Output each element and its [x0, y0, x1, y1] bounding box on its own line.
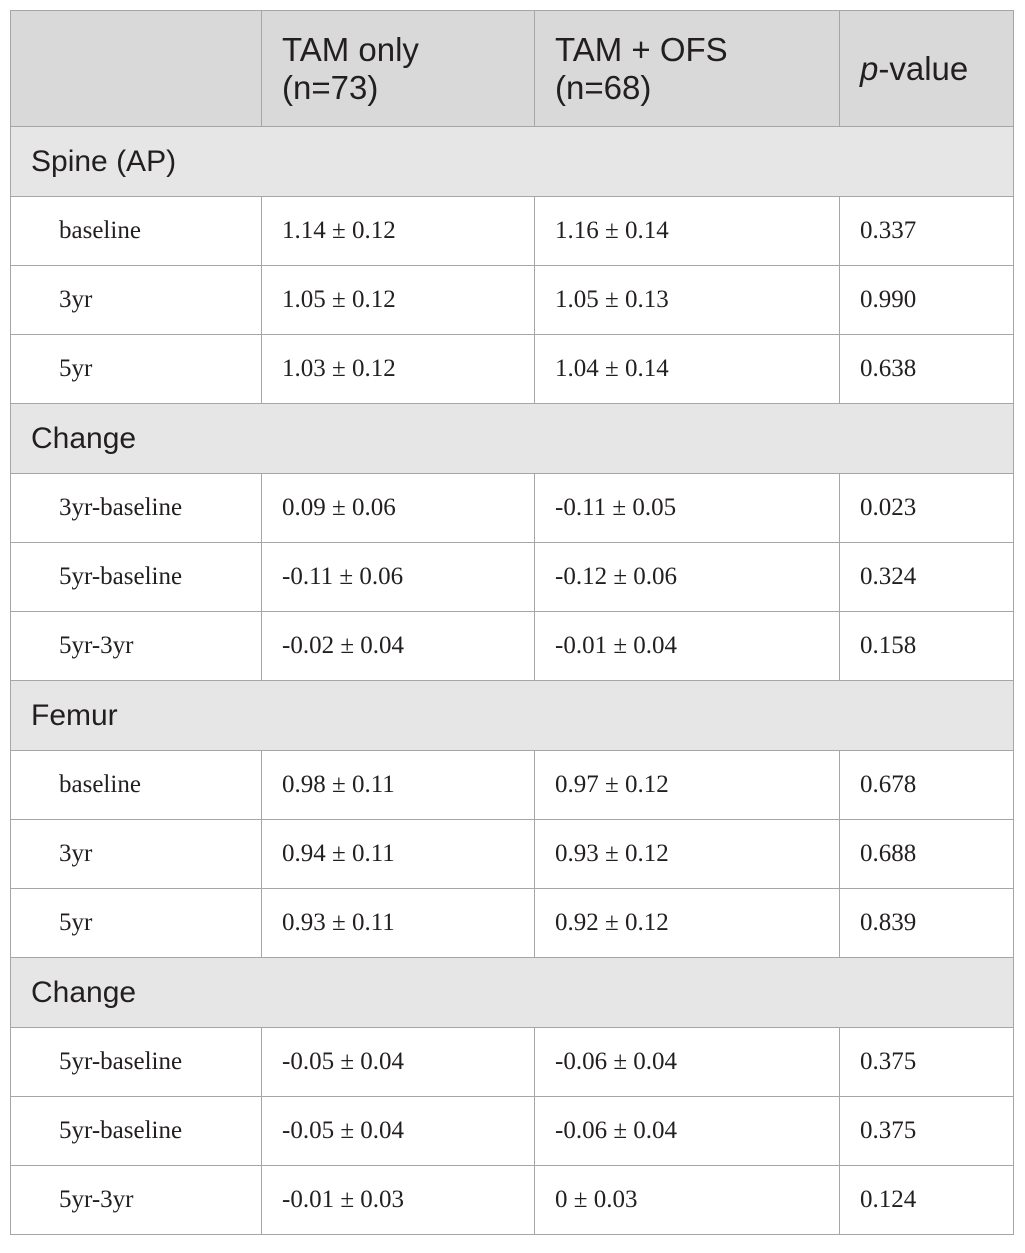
row-label-cell: baseline: [11, 197, 262, 266]
p-value-cell: 0.990: [840, 266, 1014, 335]
tam-ofs-cell: -0.11 ± 0.05: [535, 474, 840, 543]
p-value-cell: 0.678: [840, 751, 1014, 820]
row-label-cell: 5yr-baseline: [11, 1097, 262, 1166]
tam-ofs-cell: 1.04 ± 0.14: [535, 335, 840, 404]
table-row: [11, 1097, 1014, 1166]
p-value-cell: 0.638: [840, 335, 1014, 404]
p-value-cell: 0.375: [840, 1097, 1014, 1166]
tam-only-cell: 1.05 ± 0.12: [262, 266, 535, 335]
row-label-cell: 5yr: [11, 335, 262, 404]
tam-only-cell: -0.11 ± 0.06: [262, 543, 535, 612]
p-value-cell: 0.023: [840, 474, 1014, 543]
header-p-value: [840, 11, 1014, 127]
row-label-cell: 5yr-3yr: [11, 1166, 262, 1235]
section-title: Femur: [11, 681, 1014, 751]
row-label-cell: 5yr-baseline: [11, 1028, 262, 1097]
tam-only-cell: 0.94 ± 0.11: [262, 820, 535, 889]
tam-ofs-cell: -0.06 ± 0.04: [535, 1097, 840, 1166]
header-tam-only-line2: (n=73): [282, 68, 379, 106]
tam-ofs-cell: 0.93 ± 0.12: [535, 820, 840, 889]
p-value-cell: 0.839: [840, 889, 1014, 958]
tam-ofs-cell: -0.12 ± 0.06: [535, 543, 840, 612]
header-tam-ofs: [535, 11, 840, 127]
section-row: [11, 681, 1014, 751]
section-title: Change: [11, 958, 1014, 1028]
table-row: [11, 474, 1014, 543]
row-label-cell: 5yr-baseline: [11, 543, 262, 612]
table-row: [11, 197, 1014, 266]
tam-ofs-cell: -0.01 ± 0.04: [535, 612, 840, 681]
p-value-cell: 0.688: [840, 820, 1014, 889]
p-value-cell: 0.324: [840, 543, 1014, 612]
section-title: Spine (AP): [11, 127, 1014, 197]
tam-only-cell: 0.09 ± 0.06: [262, 474, 535, 543]
section-row: [11, 127, 1014, 197]
table-row: [11, 1166, 1014, 1235]
section-row: [11, 958, 1014, 1028]
tam-ofs-cell: 1.16 ± 0.14: [535, 197, 840, 266]
tam-only-cell: 0.98 ± 0.11: [262, 751, 535, 820]
table-row: [11, 543, 1014, 612]
table-row: [11, 335, 1014, 404]
table-row: [11, 1028, 1014, 1097]
header-tam-ofs-line1: TAM + OFS: [555, 30, 728, 68]
tam-only-cell: -0.01 ± 0.03: [262, 1166, 535, 1235]
table-header-row: [11, 11, 1014, 127]
table-body: [11, 127, 1014, 1235]
header-tam-ofs-line2: (n=68): [555, 68, 652, 106]
header-empty-cell: [11, 11, 262, 127]
section-title: Change: [11, 404, 1014, 474]
table-row: [11, 266, 1014, 335]
tam-ofs-cell: 0 ± 0.03: [535, 1166, 840, 1235]
tam-only-cell: -0.02 ± 0.04: [262, 612, 535, 681]
data-table: [10, 10, 1014, 1235]
p-value-cell: 0.124: [840, 1166, 1014, 1235]
p-value-cell: 0.337: [840, 197, 1014, 266]
table-row: [11, 889, 1014, 958]
p-value-cell: 0.158: [840, 612, 1014, 681]
tam-ofs-cell: 1.05 ± 0.13: [535, 266, 840, 335]
p-value-cell: 0.375: [840, 1028, 1014, 1097]
tam-ofs-cell: -0.06 ± 0.04: [535, 1028, 840, 1097]
row-label-cell: 5yr-3yr: [11, 612, 262, 681]
tam-only-cell: -0.05 ± 0.04: [262, 1097, 535, 1166]
header-p-rest: -value: [878, 49, 969, 87]
tam-only-cell: 0.93 ± 0.11: [262, 889, 535, 958]
header-tam-only: [262, 11, 535, 127]
tam-only-cell: 1.14 ± 0.12: [262, 197, 535, 266]
row-label-cell: baseline: [11, 751, 262, 820]
tam-only-cell: -0.05 ± 0.04: [262, 1028, 535, 1097]
table-row: [11, 612, 1014, 681]
header-tam-only-line1: TAM only: [282, 30, 419, 68]
row-label-cell: 3yr: [11, 266, 262, 335]
row-label-cell: 5yr: [11, 889, 262, 958]
tam-only-cell: 1.03 ± 0.12: [262, 335, 535, 404]
tam-ofs-cell: 0.92 ± 0.12: [535, 889, 840, 958]
tam-ofs-cell: 0.97 ± 0.12: [535, 751, 840, 820]
section-row: [11, 404, 1014, 474]
table-row: [11, 820, 1014, 889]
row-label-cell: 3yr: [11, 820, 262, 889]
header-p-italic: p: [860, 49, 879, 87]
table-row: [11, 751, 1014, 820]
row-label-cell: 3yr-baseline: [11, 474, 262, 543]
